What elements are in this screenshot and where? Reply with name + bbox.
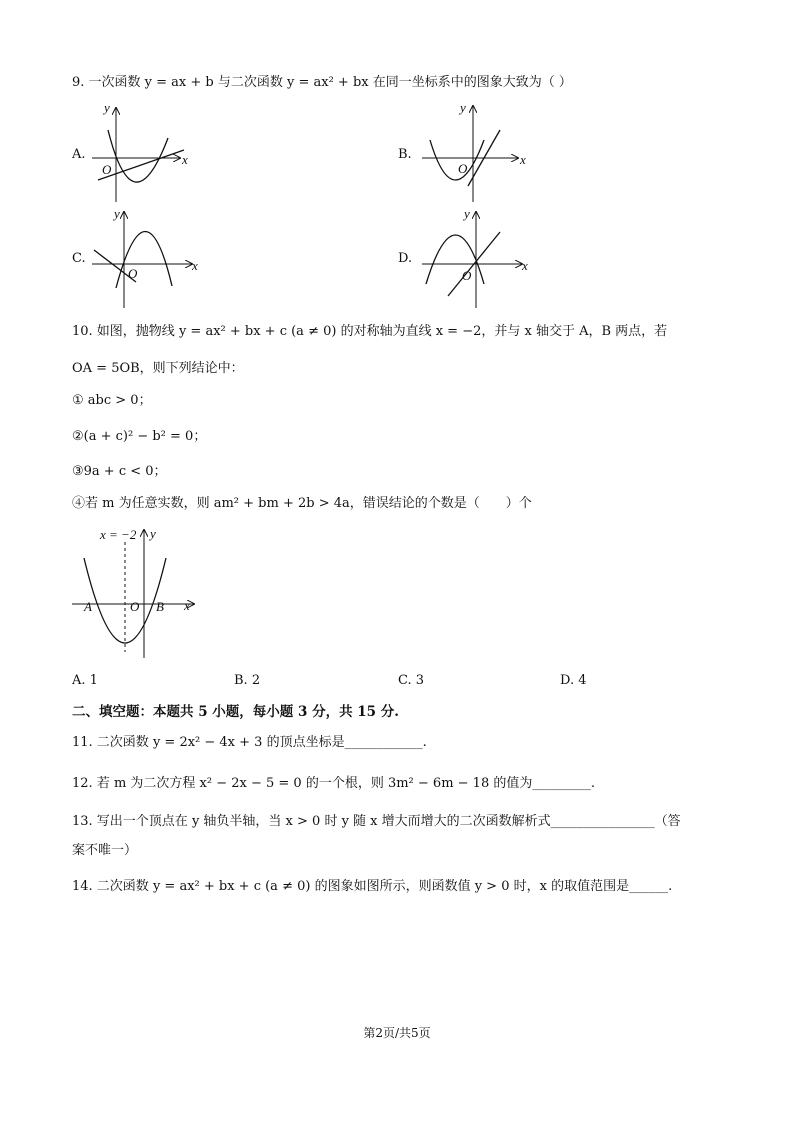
page-footer: 第2页/共5页 bbox=[363, 1026, 431, 1040]
x-axis-label: x bbox=[182, 152, 188, 167]
q9-option-c-label: C. bbox=[72, 251, 86, 266]
q10-choice-d: D. 4 bbox=[560, 673, 587, 688]
y-axis-label: y bbox=[114, 206, 120, 221]
x-axis-label: x bbox=[184, 598, 190, 613]
y-axis-label: y bbox=[150, 526, 156, 541]
origin-label: O bbox=[462, 268, 472, 283]
parabola bbox=[430, 140, 484, 180]
point-a-label: A bbox=[84, 599, 92, 614]
q10-choice-b: B. 2 bbox=[234, 673, 261, 688]
y-axis-label: y bbox=[460, 100, 466, 115]
q10-choice-c: C. 3 bbox=[398, 673, 425, 688]
q10-graph bbox=[70, 528, 200, 663]
section-heading: 二、填空题：本题共 5 小题，每小题 3 分，共 15 分. bbox=[72, 704, 399, 720]
q9-option-d-label: D. bbox=[398, 251, 413, 266]
q9-graph-a bbox=[88, 100, 198, 205]
x-axis-label: x bbox=[520, 152, 526, 167]
point-b-label: B bbox=[156, 599, 164, 614]
q10-statement-3: ③9a + c < 0； bbox=[72, 464, 167, 479]
q10-statement-4: ④若 m 为任意实数，则 am² + bm + 2b > 4a，错误结论的个数是（ ）个 bbox=[72, 496, 532, 511]
q13-line2: 案不唯一） bbox=[72, 843, 138, 858]
q12-text: 12. 若 m 为二次方程 x² − 2x − 5 = 0 的一个根，则 3m² − 6m − 18 的值为_________. bbox=[72, 776, 595, 791]
y-axis-label: y bbox=[464, 206, 470, 221]
parabola bbox=[108, 130, 168, 182]
q10-statement-1: ① abc > 0； bbox=[72, 393, 152, 408]
q10-line2: OA = 5OB，则下列结论中： bbox=[72, 361, 244, 376]
q9-graph-c bbox=[88, 206, 203, 311]
q10-line1: 10. 如图，抛物线 y = ax² + bx + c (a ≠ 0) 的对称轴为直线 x = −2，并与 x 轴交于 A，B 两点，若 bbox=[72, 324, 668, 339]
q14-text: 14. 二次函数 y = ax² + bx + c (a ≠ 0) 的图象如图所示，则函数值 y > 0 时，x 的取值范围是______. bbox=[72, 879, 673, 894]
q9-graph-b bbox=[418, 100, 533, 205]
origin-label: O bbox=[102, 162, 112, 177]
parabola bbox=[84, 558, 166, 643]
q9-graph-d bbox=[418, 206, 533, 311]
q10-choice-a: A. 1 bbox=[72, 673, 98, 688]
q11-text: 11. 二次函数 y = 2x² − 4x + 3 的顶点坐标是____________. bbox=[72, 735, 427, 750]
parabola bbox=[426, 235, 484, 284]
q9-option-b-label: B. bbox=[398, 147, 412, 162]
x-axis-label: x bbox=[192, 258, 198, 273]
x-axis-label: x bbox=[522, 258, 528, 273]
y-axis-label: y bbox=[104, 100, 110, 115]
q10-statement-2: ②(a + c)² − b² = 0； bbox=[72, 429, 207, 444]
origin-label: O bbox=[128, 266, 138, 281]
q9-option-a-label: A. bbox=[72, 147, 86, 162]
symmetry-axis-label: x = −2 bbox=[100, 527, 137, 542]
q9-text: 9. 一次函数 y = ax + b 与二次函数 y = ax² + bx 在同一坐标系中的图象大致为（ ） bbox=[72, 75, 572, 90]
q13-line1: 13. 写出一个顶点在 y 轴负半轴，当 x > 0 时 y 随 x 增大而增大的二次函数解析式________________（答 bbox=[72, 814, 681, 829]
origin-label: O bbox=[458, 161, 468, 176]
origin-label: O bbox=[130, 599, 140, 614]
